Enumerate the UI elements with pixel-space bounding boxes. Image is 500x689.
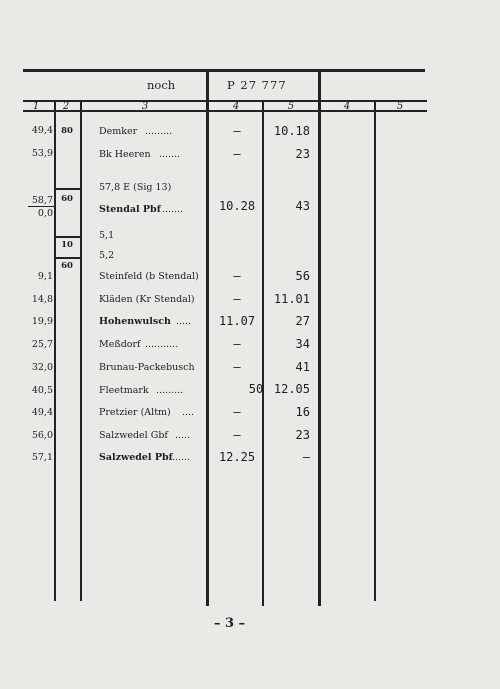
arrival-time: – xyxy=(233,405,241,419)
leader-dots: ....... xyxy=(162,204,184,215)
km-value: 0,0 xyxy=(37,208,53,219)
column-number: 5 xyxy=(396,101,404,112)
departure-time: 23 xyxy=(295,428,310,442)
arrival-time: – xyxy=(233,147,241,161)
arrival-time: – xyxy=(233,428,241,442)
arrival-time: 50 xyxy=(248,382,264,396)
km-value: 49,4 xyxy=(31,407,53,418)
speed-box-rule xyxy=(54,188,82,190)
speed-value: 60 xyxy=(61,194,73,204)
header-noch: noch xyxy=(147,78,176,92)
leader-dots: .... xyxy=(182,407,195,418)
departure-time: 56 xyxy=(295,269,310,283)
arrival-time: – xyxy=(233,337,241,351)
leader-dots: ...... xyxy=(172,452,191,463)
column-header-rule-top xyxy=(23,100,427,102)
station-name: Stendal Pbf xyxy=(99,204,161,215)
leader-dots: ..... xyxy=(176,316,192,327)
leader-dots: ......... xyxy=(145,126,173,137)
departure-time: 16 xyxy=(295,405,310,419)
station-name: Salzwedel Gbf xyxy=(99,430,168,441)
departure-time: 27 xyxy=(295,314,310,328)
arrival-time: 11.07 xyxy=(218,314,256,328)
station-name: Fleetmark xyxy=(99,385,149,396)
departure-time: 43 xyxy=(295,199,310,213)
column-number: 1 xyxy=(32,101,40,112)
km-value: 53,9 xyxy=(31,148,53,159)
speed-value: 80 xyxy=(61,126,73,136)
departure-time: 11.01 xyxy=(273,292,310,306)
km-value: 49,4 xyxy=(31,125,53,136)
station-name: Meßdorf xyxy=(99,339,141,350)
departure-time: 41 xyxy=(295,360,310,374)
speed-box-rule xyxy=(54,257,82,259)
km-note: 5,2 xyxy=(99,250,115,261)
leader-dots: ........... xyxy=(145,339,179,350)
station-name: Kläden (Kr Stendal) xyxy=(99,294,195,305)
arrival-time: – xyxy=(233,269,241,283)
departure-time: 10.18 xyxy=(273,124,310,138)
departure-time: 23 xyxy=(295,147,310,161)
km-value: 9,1 xyxy=(37,271,53,282)
column-number: 5 xyxy=(287,101,295,112)
page-number: – 3 – xyxy=(214,616,246,631)
station-name: Brunau-Packebusch xyxy=(99,362,195,373)
column-header-rule-bottom xyxy=(23,110,427,112)
arrival-time: 12.25 xyxy=(218,450,256,464)
station-name: Pretzier (Altm) xyxy=(99,407,171,418)
km-value: 58,7 xyxy=(31,195,53,206)
km-note: 5,1 xyxy=(99,230,115,241)
departure-time: 34 xyxy=(295,337,310,351)
col-rule-km xyxy=(54,101,56,601)
km-value: 32,0 xyxy=(31,362,53,373)
column-number: 4 xyxy=(232,101,240,112)
km-value: 40,5 xyxy=(31,385,53,396)
arrival-time: – xyxy=(233,292,241,306)
station-name: Salzwedel Pbf xyxy=(99,452,173,463)
column-number: 2 xyxy=(62,101,70,112)
leader-dots: ..... xyxy=(175,430,191,441)
top-rule xyxy=(23,69,425,72)
arrival-time: 10.28 xyxy=(218,199,256,213)
col-rule-speed xyxy=(80,101,82,601)
km-value: 57,1 xyxy=(31,452,53,463)
arrival-time: – xyxy=(233,360,241,374)
column-number: 4 xyxy=(343,101,351,112)
km-reset-rule xyxy=(28,206,54,207)
speed-value: 60 xyxy=(61,261,73,271)
col-rule-dep xyxy=(318,71,321,606)
km-value: 14,8 xyxy=(31,294,53,305)
departure-time: 12.05 xyxy=(273,382,310,396)
speed-box-rule xyxy=(54,236,82,238)
col-rule-extra xyxy=(374,101,376,601)
km-value: 25,7 xyxy=(31,339,53,350)
arrival-time: – xyxy=(233,124,241,138)
leader-dots: ......... xyxy=(156,385,184,396)
col-rule-arr xyxy=(262,101,264,606)
header-train-number: P 27 777 xyxy=(227,78,287,92)
departure-time: – xyxy=(302,450,310,464)
station-name: Steinfeld (b Stendal) xyxy=(99,271,199,282)
leader-dots: ....... xyxy=(159,149,181,160)
column-number: 3 xyxy=(141,101,149,112)
km-value: 56,0 xyxy=(31,430,53,441)
km-value: 19,9 xyxy=(31,316,53,327)
signal-note: 57,8 E (Sig 13) xyxy=(99,182,172,193)
speed-value: 10 xyxy=(61,240,73,250)
station-name: Bk Heeren xyxy=(99,149,151,160)
station-name: Demker xyxy=(99,126,138,137)
station-name: Hohenwulsch xyxy=(99,316,171,327)
